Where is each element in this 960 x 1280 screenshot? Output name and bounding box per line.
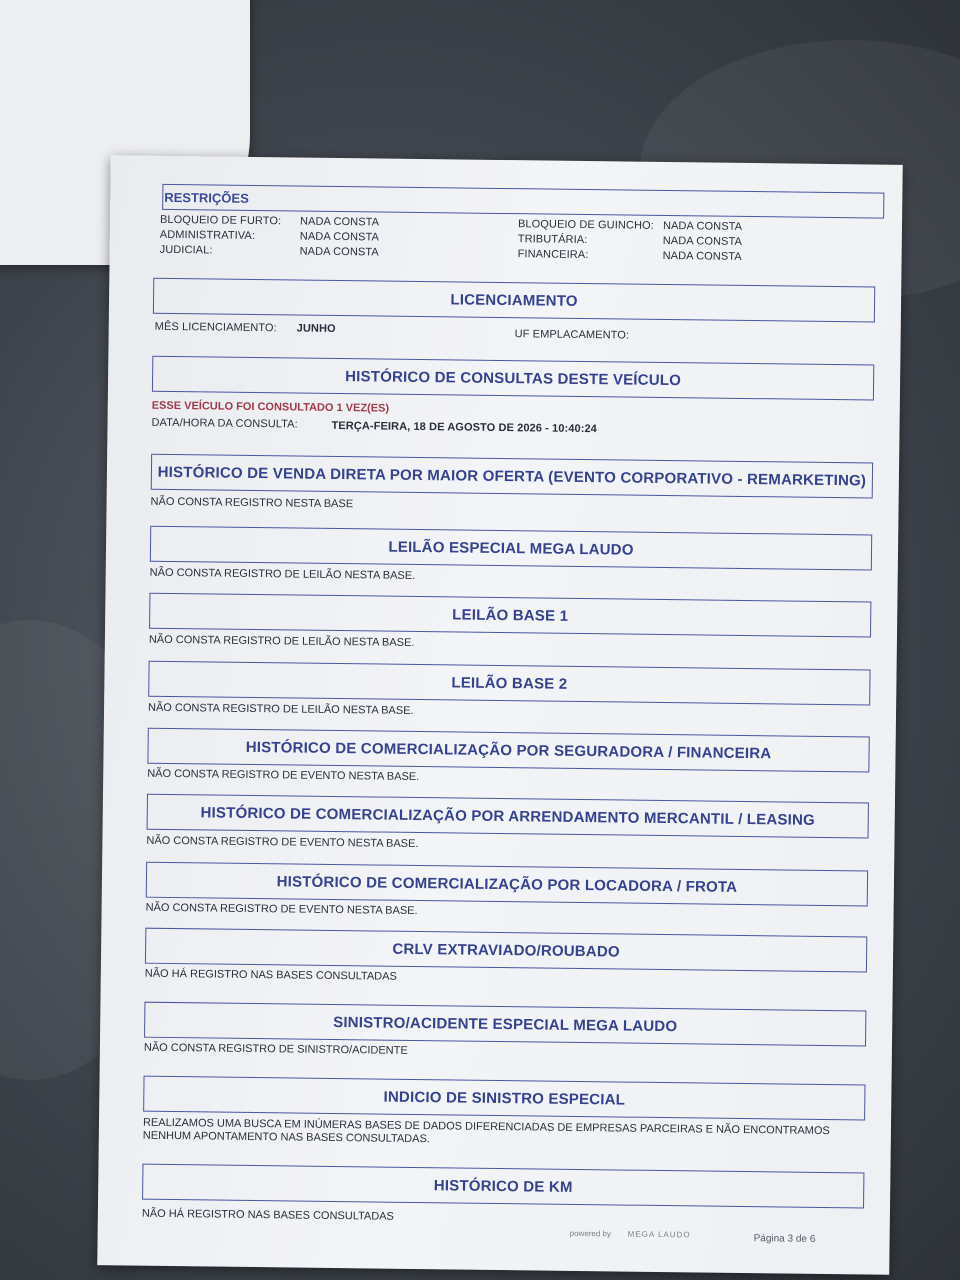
- section-note: NÃO CONSTA REGISTRO DE LEILÃO NESTA BASE.: [149, 566, 416, 582]
- section-title: LICENCIAMENTO: [450, 290, 578, 310]
- section-licenciamento: [153, 278, 875, 323]
- restricao-value: NADA CONSTA: [662, 219, 743, 233]
- section-venda-direta: [151, 454, 873, 499]
- mes-licenciamento-label: MÊS LICENCIAMENTO:: [154, 320, 277, 335]
- section-title: HISTÓRICO DE VENDA DIRETA POR MAIOR OFERTA (EVENTO CORPORATIVO - REMARKETING): [157, 463, 867, 489]
- restricao-value: NADA CONSTA: [299, 215, 380, 229]
- section-title: INDICIO DE SINISTRO ESPECIAL: [383, 1088, 626, 1109]
- document-page: [97, 155, 903, 1275]
- section-title: HISTÓRICO DE COMERCIALIZAÇÃO POR SEGURADORA / FINANCEIRA: [245, 738, 772, 762]
- footer-powered-by: powered by: [569, 1228, 612, 1239]
- section-note: NÃO CONSTA REGISTRO DE SINISTRO/ACIDENTE: [143, 1041, 408, 1057]
- section-title: LEILÃO BASE 1: [452, 605, 569, 625]
- consulta-alert: ESSE VEÍCULO FOI CONSULTADO 1 VEZ(ES): [151, 399, 390, 415]
- section-note: NÃO HÁ REGISTRO NAS BASES CONSULTADAS: [141, 1207, 394, 1223]
- restricao-value: NADA CONSTA: [662, 249, 742, 263]
- section-title: LEILÃO BASE 2: [451, 673, 568, 693]
- section-indicio-sinistro: [143, 1076, 865, 1121]
- section-note: NÃO CONSTA REGISTRO DE LEILÃO NESTA BASE.: [147, 701, 414, 717]
- section-locadora-frota: [146, 862, 868, 907]
- section-title: HISTÓRICO DE KM: [433, 1176, 573, 1196]
- restricao-label: FINANCEIRA:: [517, 248, 589, 262]
- data-consulta-value: TERÇA-FEIRA, 18 DE AGOSTO DE 2026 - 10:40:24: [331, 419, 598, 436]
- uf-emplacamento-label: UF EMPLACAMENTO:: [514, 328, 630, 342]
- section-note: NÃO CONSTA REGISTRO DE EVENTO NESTA BASE.: [147, 767, 420, 784]
- section-arrendamento-leasing: [147, 794, 869, 839]
- restricao-label: ADMINISTRATIVA:: [159, 228, 256, 242]
- section-note: NÃO CONSTA REGISTRO DE LEILÃO NESTA BASE.: [148, 633, 415, 649]
- section-seguradora-financeira: [147, 728, 869, 773]
- section-leilao-base-2: [148, 661, 870, 706]
- section-note: NÃO CONSTA REGISTRO DE EVENTO NESTA BASE.: [146, 834, 419, 851]
- section-title: LEILÃO ESPECIAL MEGA LAUDO: [388, 538, 634, 559]
- section-note: NÃO CONSTA REGISTRO DE EVENTO NESTA BASE.: [145, 901, 418, 918]
- restricoes-title: RESTRIÇÕES: [164, 189, 249, 206]
- restricao-label: TRIBUTÁRIA:: [517, 233, 588, 247]
- section-note: REALIZAMOS UMA BUSCA EM INÚMERAS BASES DE DADOS DIFERENCIADAS DE EMPRESAS PARCEIRAS E NÃO ENCONTRAMOS NENHUM APONTAMENTO NAS BASES CONSULTADAS.: [142, 1116, 830, 1146]
- section-title: SINISTRO/ACIDENTE ESPECIAL MEGA LAUDO: [333, 1013, 678, 1035]
- section-leilao-base-1: [149, 593, 871, 638]
- section-historico-km: [142, 1164, 864, 1209]
- section-leilao-especial: [150, 526, 872, 571]
- section-note: NÃO HÁ REGISTRO NAS BASES CONSULTADAS: [144, 967, 397, 983]
- data-consulta-label: DATA/HORA DA CONSULTA:: [151, 416, 298, 431]
- section-title: HISTÓRICO DE CONSULTAS DESTE VEÍCULO: [345, 367, 682, 389]
- footer-brand-logo: MEGA LAUDO: [627, 1229, 691, 1240]
- restricao-label: BLOQUEIO DE GUINCHO:: [517, 218, 654, 232]
- section-historico-consultas: [152, 356, 874, 401]
- restricao-value: NADA CONSTA: [662, 234, 743, 248]
- section-title: CRLV EXTRAVIADO/ROUBADO: [392, 940, 620, 960]
- mes-licenciamento-value: JUNHO: [296, 322, 336, 335]
- section-title: HISTÓRICO DE COMERCIALIZAÇÃO POR LOCADORA / FROTA: [276, 872, 738, 896]
- section-sinistro-acidente: [144, 1002, 866, 1047]
- section-title: HISTÓRICO DE COMERCIALIZAÇÃO POR ARRENDAMENTO MERCANTIL / LEASING: [200, 803, 816, 829]
- section-note: NÃO CONSTA REGISTRO NESTA BASE: [150, 495, 354, 511]
- restricoes-header-box: [162, 184, 884, 219]
- section-crlv-extraviado: [145, 928, 867, 973]
- restricao-label: JUDICIAL:: [159, 243, 213, 257]
- restricao-value: NADA CONSTA: [299, 230, 380, 244]
- restricao-label: BLOQUEIO DE FURTO:: [159, 213, 282, 228]
- restricao-value: NADA CONSTA: [299, 245, 379, 259]
- footer-page-number: Página 3 de 6: [753, 1233, 816, 1245]
